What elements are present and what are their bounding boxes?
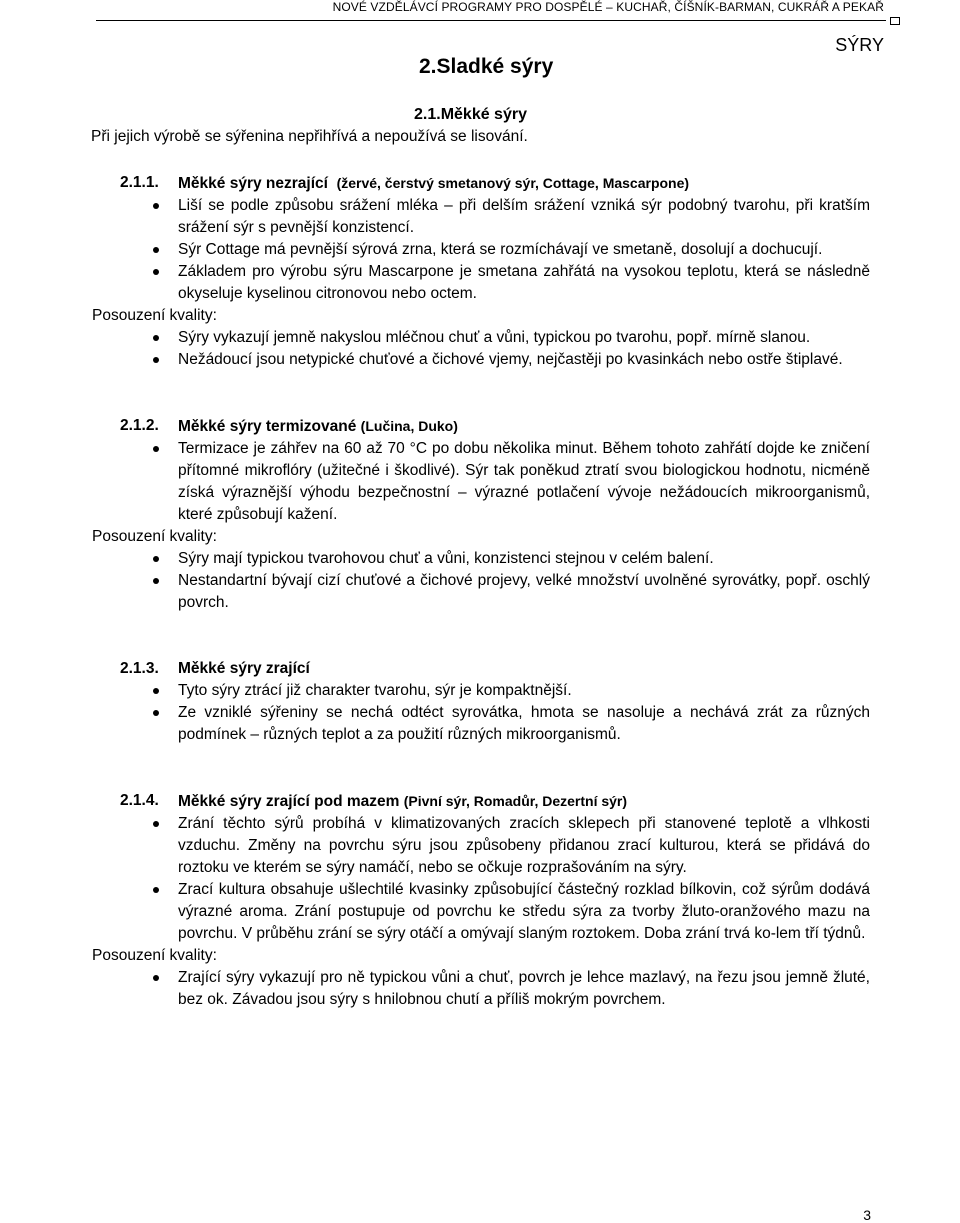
- subsection-number: 2.1.3.: [120, 660, 159, 677]
- subsection-heading-2-1-2: [92, 415, 870, 438]
- subsection-heading-2-1-4: [92, 790, 870, 813]
- list-item: Nestandartní bývají cizí chuťové a čichové projevy, velké množství uvolněné syrovátky, popř. oschlý povrch.: [92, 570, 870, 614]
- quality-label: Posouzení kvality:: [92, 307, 217, 324]
- subsection-heading: 2.1.Měkké sýry: [414, 106, 527, 123]
- intro-paragraph: Při jejich výrobě se sýřenina nepřihřívá a nepoužívá se lisování.: [91, 128, 528, 145]
- subsection-title: Měkké sýry zrající: [178, 660, 310, 677]
- bullet-list: [92, 680, 870, 746]
- list-item: Zrající sýry vykazují pro ně typickou vůni a chuť, povrch je lehce mazlavý, na řezu jsou jemně žluté, bez ok. Závadou jsou sýry s hnilobnou chutí a příliš mokrým povrchem.: [92, 967, 870, 1011]
- quality-list: [92, 967, 870, 1011]
- document-body: [92, 172, 870, 1011]
- subsection-subtitle: (Lučina, Duko): [360, 418, 458, 434]
- subsection-title: Měkké sýry nezrající: [178, 175, 328, 192]
- subsection-number: 2.1.1.: [120, 174, 159, 191]
- header-rule: [96, 20, 886, 21]
- quality-list: [92, 327, 870, 371]
- chapter-label: SÝRY: [835, 35, 884, 55]
- subsection-title: Měkké sýry termizované: [178, 418, 357, 435]
- subsection-number: 2.1.2.: [120, 417, 159, 434]
- page-number: 3: [863, 1207, 871, 1223]
- section-heading: 2.Sladké sýry: [419, 55, 554, 78]
- running-header: NOVÉ VZDĚLÁVCÍ PROGRAMY PRO DOSPĚLÉ – KUCHAŘ, ČÍŠNÍK-BARMAN, CUKRÁŘ A PEKAŘ: [332, 0, 884, 14]
- subsection-heading-2-1-1: [92, 172, 870, 195]
- bullet-list: [92, 438, 870, 526]
- quality-list: [92, 548, 870, 614]
- quality-label: Posouzení kvality:: [92, 528, 217, 545]
- list-item: Zrání těchto sýrů probíhá v klimatizovaných zracích sklepech při stanovené teplotě a vlhkosti vzduchu. Změny na povrchu sýru jsou způsobeny přidanou zrací kulturou, která se přidává do roztoku ve kterém se sýry namáčí, nebo se očkuje rozprašováním na sýry.: [92, 813, 870, 879]
- list-item: Ze vzniklé sýřeniny se nechá odtéct syrovátka, hmota se nasoluje a nechává zrát za různých podmínek – různých teplot a za použití různých mikroorganismů.: [92, 702, 870, 746]
- list-item: Termizace je záhřev na 60 až 70 °C po dobu několika minut. Během tohoto zahřátí dojde ke zničení přítomné mikroflóry (užitečné i škodlivé). Sýr tak poněkud ztratí svou biologickou hodnotu, nicméně získá výraznější výhodu bezpečnostní – výrazné potlačení vývoje nežádoucích mikroorganismů, které způsobují kažení.: [92, 438, 870, 526]
- list-item: Tyto sýry ztrácí již charakter tvarohu, sýr je kompaktnější.: [92, 680, 870, 702]
- list-item: Sýry mají typickou tvarohovou chuť a vůni, konzistenci stejnou v celém balení.: [92, 548, 870, 570]
- bullet-list: [92, 195, 870, 305]
- subsection-subtitle: (Pivní sýr, Romadůr, Dezertní sýr): [403, 793, 628, 809]
- subsection-heading-2-1-3: [92, 658, 870, 680]
- subsection-title: Měkké sýry zrající pod mazem: [178, 793, 400, 810]
- list-item: Liší se podle způsobu srážení mléka – při delším srážení vzniká sýr podobný tvarohu, při kratším srážení sýr s pevnější konzistencí.: [92, 195, 870, 239]
- list-item: Základem pro výrobu sýru Mascarpone je smetana zahřátá na vysokou teplotu, která se následně okyseluje kyselinou citronovou nebo octem.: [92, 261, 870, 305]
- quality-label: Posouzení kvality:: [92, 947, 217, 964]
- list-item: Nežádoucí jsou netypické chuťové a čichové vjemy, nejčastěji po kvasinkách nebo ostře štiplavé.: [92, 349, 870, 371]
- list-item: Sýr Cottage má pevnější sýrová zrna, která se rozmíchávají ve smetaně, dosolují a dochucují.: [92, 239, 870, 261]
- bullet-list: [92, 813, 870, 945]
- header-rule-marker: [890, 17, 900, 25]
- subsection-number: 2.1.4.: [120, 792, 159, 809]
- subsection-subtitle: (žervé, čerstvý smetanový sýr, Cottage, Mascarpone): [336, 175, 690, 191]
- list-item: Zrací kultura obsahuje ušlechtilé kvasinky způsobující částečný rozklad bílkovin, což sýrům dodává výrazné aroma. Zrání postupuje od povrchu ke středu sýra za tvorby žluto-oranžového mazu na povrchu. V průběhu zrání se sýry otáčí a omývají slaným roztokem. Doba zrání trvá ko-lem tří týdnů.: [92, 879, 870, 945]
- list-item: Sýry vykazují jemně nakyslou mléčnou chuť a vůni, typickou po tvarohu, popř. mírně slanou.: [92, 327, 870, 349]
